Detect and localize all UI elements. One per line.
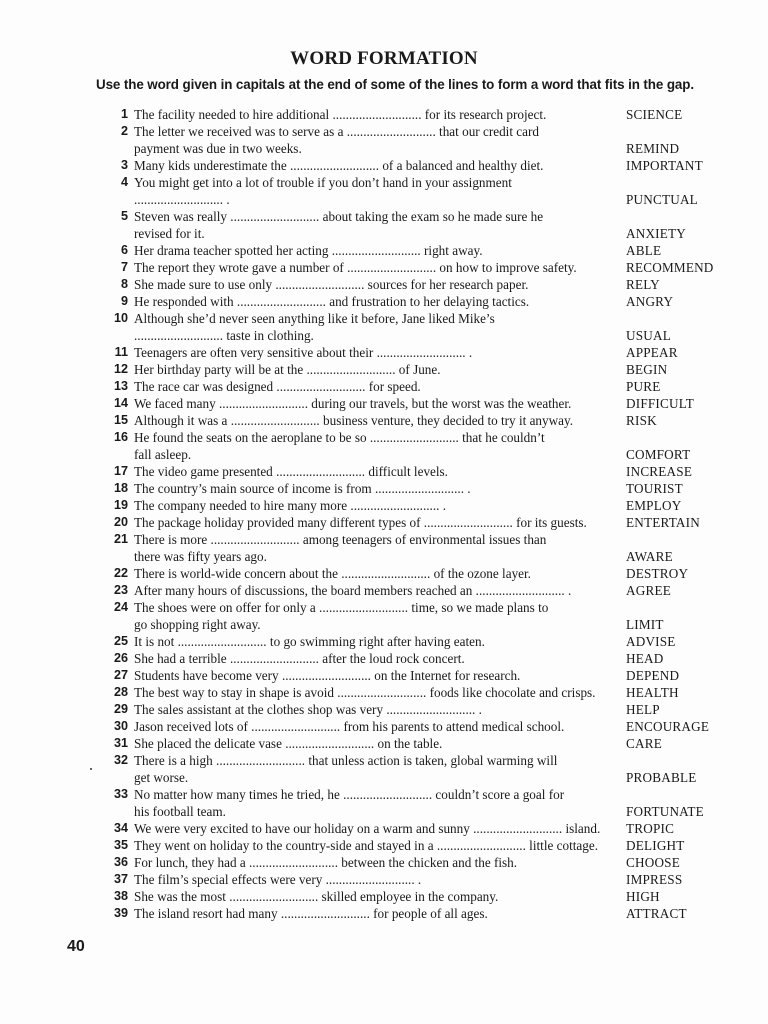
item-sentence: revised for it. xyxy=(134,226,205,241)
exercise-list xyxy=(0,106,768,922)
item-sentence: After many hours of discussions, the board members reached an ........................... . xyxy=(134,583,572,598)
item-sentence: Teenagers are often very sensitive about their ........................... . xyxy=(134,345,473,360)
item-number: 3 xyxy=(120,158,128,172)
exercise-item xyxy=(0,786,768,803)
item-sentence: The package holiday provided many different types of ........................... for its guests. xyxy=(134,515,587,530)
exercise-item xyxy=(0,242,768,259)
item-sentence: his football team. xyxy=(134,804,226,819)
item-number: 24 xyxy=(113,600,128,614)
keyword: SCIENCE xyxy=(626,107,683,122)
item-sentence: The facility needed to hire additional ........................... for its research project. xyxy=(134,107,547,122)
exercise-item xyxy=(0,633,768,650)
item-sentence: It is not ........................... to go swimming right after having eaten. xyxy=(134,634,485,649)
keyword: HEALTH xyxy=(626,685,679,700)
item-sentence: Steven was really ........................... about taking the exam so he made sure he xyxy=(134,209,544,224)
exercise-item xyxy=(0,259,768,276)
exercise-item xyxy=(0,599,768,616)
keyword: IMPORTANT xyxy=(626,158,703,173)
exercise-item xyxy=(0,123,768,140)
keyword: APPEAR xyxy=(626,345,678,360)
item-number: 33 xyxy=(113,787,128,801)
exercise-item-continuation xyxy=(0,327,768,344)
exercise-item xyxy=(0,514,768,531)
item-sentence: payment was due in two weeks. xyxy=(134,141,302,156)
keyword: TOURIST xyxy=(626,481,683,496)
keyword: LIMIT xyxy=(626,617,664,632)
exercise-item-continuation xyxy=(0,616,768,633)
item-number: 29 xyxy=(113,702,128,716)
item-number: 10 xyxy=(113,311,128,325)
item-number: 38 xyxy=(113,889,128,903)
item-sentence: Although it was a ........................... business venture, they decided to try it anyway. xyxy=(134,413,574,428)
exercise-item-continuation xyxy=(0,446,768,463)
item-sentence: He responded with ........................... and frustration to her delaying tactics. xyxy=(134,294,530,309)
exercise-item xyxy=(0,684,768,701)
item-number: 9 xyxy=(120,294,128,308)
exercise-item xyxy=(0,361,768,378)
item-number: 32 xyxy=(113,753,128,767)
item-number: 28 xyxy=(113,685,128,699)
item-sentence: For lunch, they had a ........................... between the chicken and the fish. xyxy=(134,855,518,870)
item-number: 20 xyxy=(113,515,128,529)
instructions: Use the word given in capitals at the end of some of the lines to form a word that fits in the gap. xyxy=(96,77,694,92)
page-title: WORD FORMATION xyxy=(290,48,478,69)
item-number: 18 xyxy=(113,481,128,495)
item-sentence: The sales assistant at the clothes shop was very ........................... . xyxy=(134,702,482,717)
item-sentence: There is more ........................... among teenagers of environmental issues than xyxy=(134,532,547,547)
stray-mark xyxy=(90,768,92,770)
item-sentence: She placed the delicate vase ........................... on the table. xyxy=(134,736,443,751)
keyword: AWARE xyxy=(626,549,673,564)
item-number: 30 xyxy=(113,719,128,733)
keyword: PUNCTUAL xyxy=(626,192,698,207)
keyword: COMFORT xyxy=(626,447,691,462)
item-sentence: She had a terrible ........................... after the loud rock concert. xyxy=(134,651,465,666)
item-sentence: Her birthday party will be at the ........................... of June. xyxy=(134,362,441,377)
item-sentence: The race car was designed ........................... for speed. xyxy=(134,379,421,394)
item-sentence: Students have become very ........................... on the Internet for research. xyxy=(134,668,521,683)
keyword: HELP xyxy=(626,702,660,717)
exercise-item-continuation xyxy=(0,803,768,820)
item-sentence: The best way to stay in shape is avoid ........................... foods like chocolate and crisps. xyxy=(134,685,596,700)
item-number: 25 xyxy=(113,634,128,648)
item-number: 34 xyxy=(113,821,128,835)
exercise-item xyxy=(0,752,768,769)
item-sentence: ........................... taste in clothing. xyxy=(134,328,314,343)
page-number: 40 xyxy=(67,938,85,955)
item-number: 23 xyxy=(113,583,128,597)
item-sentence: The island resort had many ........................... for people of all ages. xyxy=(134,906,488,921)
item-number: 35 xyxy=(113,838,128,852)
exercise-item xyxy=(0,378,768,395)
exercise-item xyxy=(0,820,768,837)
item-number: 11 xyxy=(114,345,128,359)
keyword: CARE xyxy=(626,736,662,751)
item-sentence: Jason received lots of ........................... from his parents to attend medical school. xyxy=(134,719,565,734)
keyword: REMIND xyxy=(626,141,680,156)
exercise-item xyxy=(0,718,768,735)
item-sentence: The video game presented ........................... difficult levels. xyxy=(134,464,448,479)
item-sentence: We faced many ........................... during our travels, but the worst was the weather. xyxy=(134,396,572,411)
keyword: TROPIC xyxy=(626,821,675,836)
exercise-item xyxy=(0,208,768,225)
exercise-item xyxy=(0,429,768,446)
exercise-item xyxy=(0,463,768,480)
item-number: 37 xyxy=(113,872,128,886)
item-sentence: Many kids underestimate the ........................... of a balanced and healthy diet. xyxy=(134,158,544,173)
item-number: 17 xyxy=(113,464,128,478)
exercise-item xyxy=(0,888,768,905)
item-number: 36 xyxy=(113,855,128,869)
keyword: AGREE xyxy=(626,583,671,598)
exercise-item xyxy=(0,480,768,497)
item-sentence: There is a high ........................... that unless action is taken, global warming will xyxy=(134,753,558,768)
exercise-item xyxy=(0,412,768,429)
item-number: 16 xyxy=(113,430,128,444)
keyword: ANXIETY xyxy=(626,226,686,241)
item-sentence: They went on holiday to the country-side and stayed in a ........................... little cottage. xyxy=(134,838,599,853)
item-sentence: There is world-wide concern about the ........................... of the ozone layer. xyxy=(134,566,531,581)
item-sentence: Her drama teacher spotted her acting ........................... right away. xyxy=(134,243,483,258)
exercise-item xyxy=(0,174,768,191)
item-sentence: She made sure to use only ........................... sources for her research paper. xyxy=(134,277,529,292)
exercise-item xyxy=(0,871,768,888)
item-sentence: The shoes were on offer for only a ........................... time, so we made plans to xyxy=(134,600,549,615)
exercise-item xyxy=(0,497,768,514)
keyword: EMPLOY xyxy=(626,498,682,513)
exercise-item-continuation xyxy=(0,140,768,157)
keyword: ADVISE xyxy=(626,634,676,649)
item-number: 7 xyxy=(120,260,128,274)
keyword: CHOOSE xyxy=(626,855,680,870)
item-number: 6 xyxy=(120,243,128,257)
exercise-item xyxy=(0,854,768,871)
keyword: RELY xyxy=(626,277,660,292)
item-number: 4 xyxy=(120,175,128,189)
item-sentence: The company needed to hire many more ........................... . xyxy=(134,498,447,513)
keyword: FORTUNATE xyxy=(626,804,704,819)
item-number: 1 xyxy=(120,107,128,121)
item-sentence: Although she’d never seen anything like it before, Jane liked Mike’s xyxy=(134,311,495,326)
item-number: 14 xyxy=(113,396,128,410)
item-sentence: No matter how many times he tried, he ........................... couldn’t score a goal for xyxy=(134,787,565,802)
exercise-item xyxy=(0,837,768,854)
item-number: 15 xyxy=(113,413,128,427)
exercise-item xyxy=(0,735,768,752)
exercise-item xyxy=(0,905,768,922)
exercise-item-continuation xyxy=(0,191,768,208)
item-sentence: go shopping right away. xyxy=(134,617,261,632)
keyword: RECOMMEND xyxy=(626,260,714,275)
item-sentence: The film’s special effects were very ........................... . xyxy=(134,872,422,887)
exercise-item xyxy=(0,565,768,582)
keyword: HEAD xyxy=(626,651,664,666)
item-sentence: We were very excited to have our holiday on a warm and sunny ........................... island. xyxy=(134,821,601,836)
item-sentence: ........................... . xyxy=(134,192,230,207)
item-sentence: The country’s main source of income is from ........................... . xyxy=(134,481,471,496)
exercise-item xyxy=(0,310,768,327)
keyword: DELIGHT xyxy=(626,838,685,853)
keyword: RISK xyxy=(626,413,657,428)
item-sentence: The letter we received was to serve as a ........................... that our credit card xyxy=(134,124,539,139)
item-number: 31 xyxy=(113,736,128,750)
item-sentence: You might get into a lot of trouble if you don’t hand in your assignment xyxy=(134,175,512,190)
exercise-item-continuation xyxy=(0,769,768,786)
keyword: DEPEND xyxy=(626,668,680,683)
exercise-item xyxy=(0,395,768,412)
item-number: 22 xyxy=(113,566,128,580)
exercise-item xyxy=(0,650,768,667)
item-sentence: get worse. xyxy=(134,770,189,785)
item-sentence: The report they wrote gave a number of ........................... on how to improve safety. xyxy=(134,260,577,275)
item-number: 39 xyxy=(113,906,128,920)
exercise-item-continuation xyxy=(0,548,768,565)
keyword: HIGH xyxy=(626,889,660,904)
exercise-item xyxy=(0,531,768,548)
item-number: 27 xyxy=(113,668,128,682)
item-sentence: fall asleep. xyxy=(134,447,192,462)
item-sentence: there was fifty years ago. xyxy=(134,549,267,564)
keyword: PROBABLE xyxy=(626,770,697,785)
keyword: INCREASE xyxy=(626,464,693,479)
item-number: 26 xyxy=(113,651,128,665)
exercise-item xyxy=(0,667,768,684)
keyword: ABLE xyxy=(626,243,662,258)
item-number: 5 xyxy=(120,209,128,223)
exercise-item xyxy=(0,276,768,293)
keyword: ANGRY xyxy=(626,294,674,309)
keyword: IMPRESS xyxy=(626,872,683,887)
keyword: DIFFICULT xyxy=(626,396,694,411)
exercise-item xyxy=(0,701,768,718)
exercise-item xyxy=(0,293,768,310)
item-number: 21 xyxy=(113,532,128,546)
exercise-item xyxy=(0,106,768,123)
keyword: USUAL xyxy=(626,328,671,343)
item-number: 13 xyxy=(113,379,128,393)
keyword: DESTROY xyxy=(626,566,689,581)
keyword: ENTERTAIN xyxy=(626,515,700,530)
keyword: ENCOURAGE xyxy=(626,719,710,734)
item-number: 8 xyxy=(120,277,128,291)
keyword: BEGIN xyxy=(626,362,668,377)
item-number: 12 xyxy=(113,362,128,376)
exercise-item xyxy=(0,344,768,361)
keyword: PURE xyxy=(626,379,661,394)
item-sentence: She was the most ........................... skilled employee in the company. xyxy=(134,889,499,904)
item-number: 19 xyxy=(113,498,128,512)
exercise-item xyxy=(0,582,768,599)
keyword: ATTRACT xyxy=(626,906,687,921)
item-number: 2 xyxy=(120,124,128,138)
exercise-item xyxy=(0,157,768,174)
item-sentence: He found the seats on the aeroplane to be so ........................... that he couldn’t xyxy=(134,430,545,445)
exercise-item-continuation xyxy=(0,225,768,242)
